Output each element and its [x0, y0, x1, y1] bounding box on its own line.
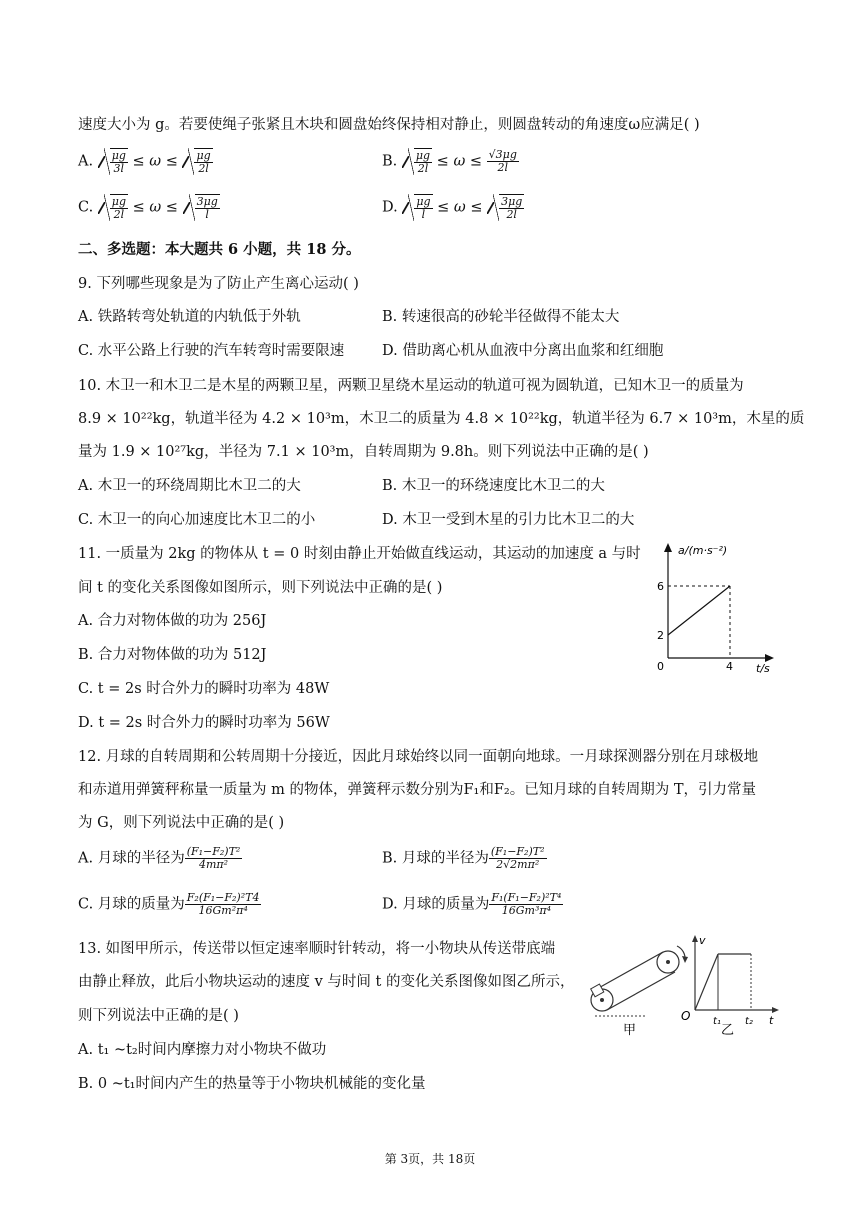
- q8-option-a: A. $\frac{\mu g}{3l}$ ≤ ω ≤ $\frac{\mu g}{2l}$: [78, 149, 211, 175]
- q8-option-c: C. $\frac{\mu g}{2l}$ ≤ ω ≤ $\frac{3\mu g}{l}$: [78, 195, 218, 221]
- q12-option-c: C. 月球的质量为 $\frac{\text{F₂(F₁−F₂)²T4}}{\text{16Gm²π⁴}}$: [78, 891, 260, 917]
- q11-line2: 间 t 的变化关系图像如图所示，则下列说法中正确的是( ): [78, 580, 443, 596]
- origin-label: 0: [657, 660, 664, 673]
- section-heading: 二、多选题：本大题共 6 小题，共 18 分。: [78, 241, 361, 258]
- q11-acceleration-graph: [648, 538, 788, 678]
- q12-line1: 12. 月球的自转周期和公转周期十分接近，因此月球始终以同一面朝向地球。一月球探测器分别在月球极地: [78, 749, 759, 765]
- q10-line3: 量为 1.9 × 10²⁷kg，半径为 7.1 × 10³m，自转周期为 9.8h。则下列说法中正确的是( ): [78, 444, 649, 460]
- q12-option-a: A. 月球的半径为 $\frac{\text{(F₁−F₂)T²}}{\text{4mπ²}}$: [78, 845, 241, 871]
- conveyor-diagram: [591, 946, 691, 1038]
- q13-line2: 由静止释放，此后小物块运动的速度 v 与时间 t 的变化关系图像如图乙所示，: [78, 974, 575, 990]
- v-label: v: [699, 934, 706, 947]
- x-axis-label: t/s: [756, 662, 770, 675]
- q9-option-d: D. 借助离心机从血液中分离出血浆和红细胞: [382, 343, 664, 359]
- q13-option-a: A. t₁ ~t₂时间内摩擦力对小物块不做功: [78, 1042, 327, 1058]
- q9-option-c: C. 水平公路上行驶的汽车转弯时需要限速: [78, 343, 345, 359]
- vt-graph: [681, 934, 779, 1038]
- q12-option-b: B. 月球的半径为 $\frac{\text{(F₁−F₂)T²}}{\text{2√2mπ²}}$: [382, 845, 545, 871]
- q10-option-c: C. 木卫一的向心加速度比木卫二的小: [78, 512, 316, 528]
- q9-stem: 9. 下列哪些现象是为了防止产生离心运动( ): [78, 276, 359, 292]
- label-yi: 乙: [721, 1023, 735, 1038]
- q9-option-b: B. 转速很高的砂轮半径做得不能太大: [382, 309, 620, 325]
- q11-line1: 11. 一质量为 2kg 的物体从 t = 0 时刻由静止开始做直线运动，其运动的加速度 a 与时: [78, 546, 641, 562]
- graph-line: [668, 586, 730, 635]
- q11-option-d: D. t = 2s 时合外力的瞬时功率为 56W: [78, 715, 330, 731]
- tick-4: 4: [726, 660, 733, 673]
- origin-o: O: [681, 1009, 691, 1023]
- y-axis-arrow: [664, 543, 672, 552]
- y-axis-label: a/(m·s⁻²): [678, 544, 728, 557]
- t1-label: t₁: [713, 1016, 721, 1027]
- q9-option-a: A. 铁路转弯处轨道的内轨低于外轨: [78, 309, 301, 325]
- q13-line1: 13. 如图甲所示，传送带以恒定速率顺时针转动，将一小物块从传送带底端: [78, 941, 556, 957]
- q10-option-d: D. 木卫一受到木星的引力比木卫二的大: [382, 512, 635, 528]
- q12-line2: 和赤道用弹簧秤称量一质量为 m 的物体，弹簧秤示数分别为F₁和F₂。已知月球的自转周期为 T，引力常量: [78, 782, 756, 798]
- x-axis-arrow: [765, 654, 774, 662]
- t-label: t: [769, 1014, 774, 1027]
- q11-option-a: A. 合力对物体做的功为 256J: [78, 613, 267, 629]
- q13-figure: [585, 930, 785, 1040]
- q8-option-d: D. $\frac{\mu g}{l}$ ≤ ω ≤ $\frac{3\mu g}{2l}$: [382, 195, 523, 221]
- q11-option-b: B. 合力对物体做的功为 512J: [78, 647, 267, 663]
- q8-option-b: B. $\frac{\mu g}{2l}$ ≤ ω ≤ $\frac{√3\mu g}{2l}$: [382, 148, 517, 175]
- q13-line3: 则下列说法中正确的是( ): [78, 1008, 239, 1024]
- q8-stem: 速度大小为 g。若要使绳子张紧且木块和圆盘始终保持相对静止，则圆盘转动的角速度ω应满足( ): [78, 117, 700, 133]
- q12-option-d: D. 月球的质量为 $\frac{\text{F₁(F₁−F₂)²T⁴}}{\text{16Gm³π⁴}}$: [382, 891, 562, 917]
- page-footer: 第 3页，共 18页: [384, 1152, 476, 1166]
- tick-6: 6: [657, 580, 664, 593]
- q13-option-b: B. 0 ~t₁时间内产生的热量等于小物块机械能的变化量: [78, 1076, 426, 1092]
- q10-option-a: A. 木卫一的环绕周期比木卫二的大: [78, 478, 301, 494]
- t2-label: t₂: [745, 1016, 753, 1027]
- label-jia: 甲: [623, 1023, 637, 1038]
- q11-option-c: C. t = 2s 时合外力的瞬时功率为 48W: [78, 681, 330, 697]
- q10-option-b: B. 木卫一的环绕速度比木卫二的大: [382, 478, 605, 494]
- tick-2: 2: [657, 629, 664, 642]
- q10-line1: 10. 木卫一和木卫二是木星的两颗卫星，两颗卫星绕木星运动的轨道可视为圆轨道，已知木卫一的质量为: [78, 378, 744, 394]
- q12-line3: 为 G，则下列说法中正确的是( ): [78, 815, 285, 831]
- q10-line2: 8.9 × 10²²kg，轨道半径为 4.2 × 10³m，木卫二的质量为 4.8 × 10²²kg，轨道半径为 6.7 × 10³m，木星的质: [78, 411, 805, 427]
